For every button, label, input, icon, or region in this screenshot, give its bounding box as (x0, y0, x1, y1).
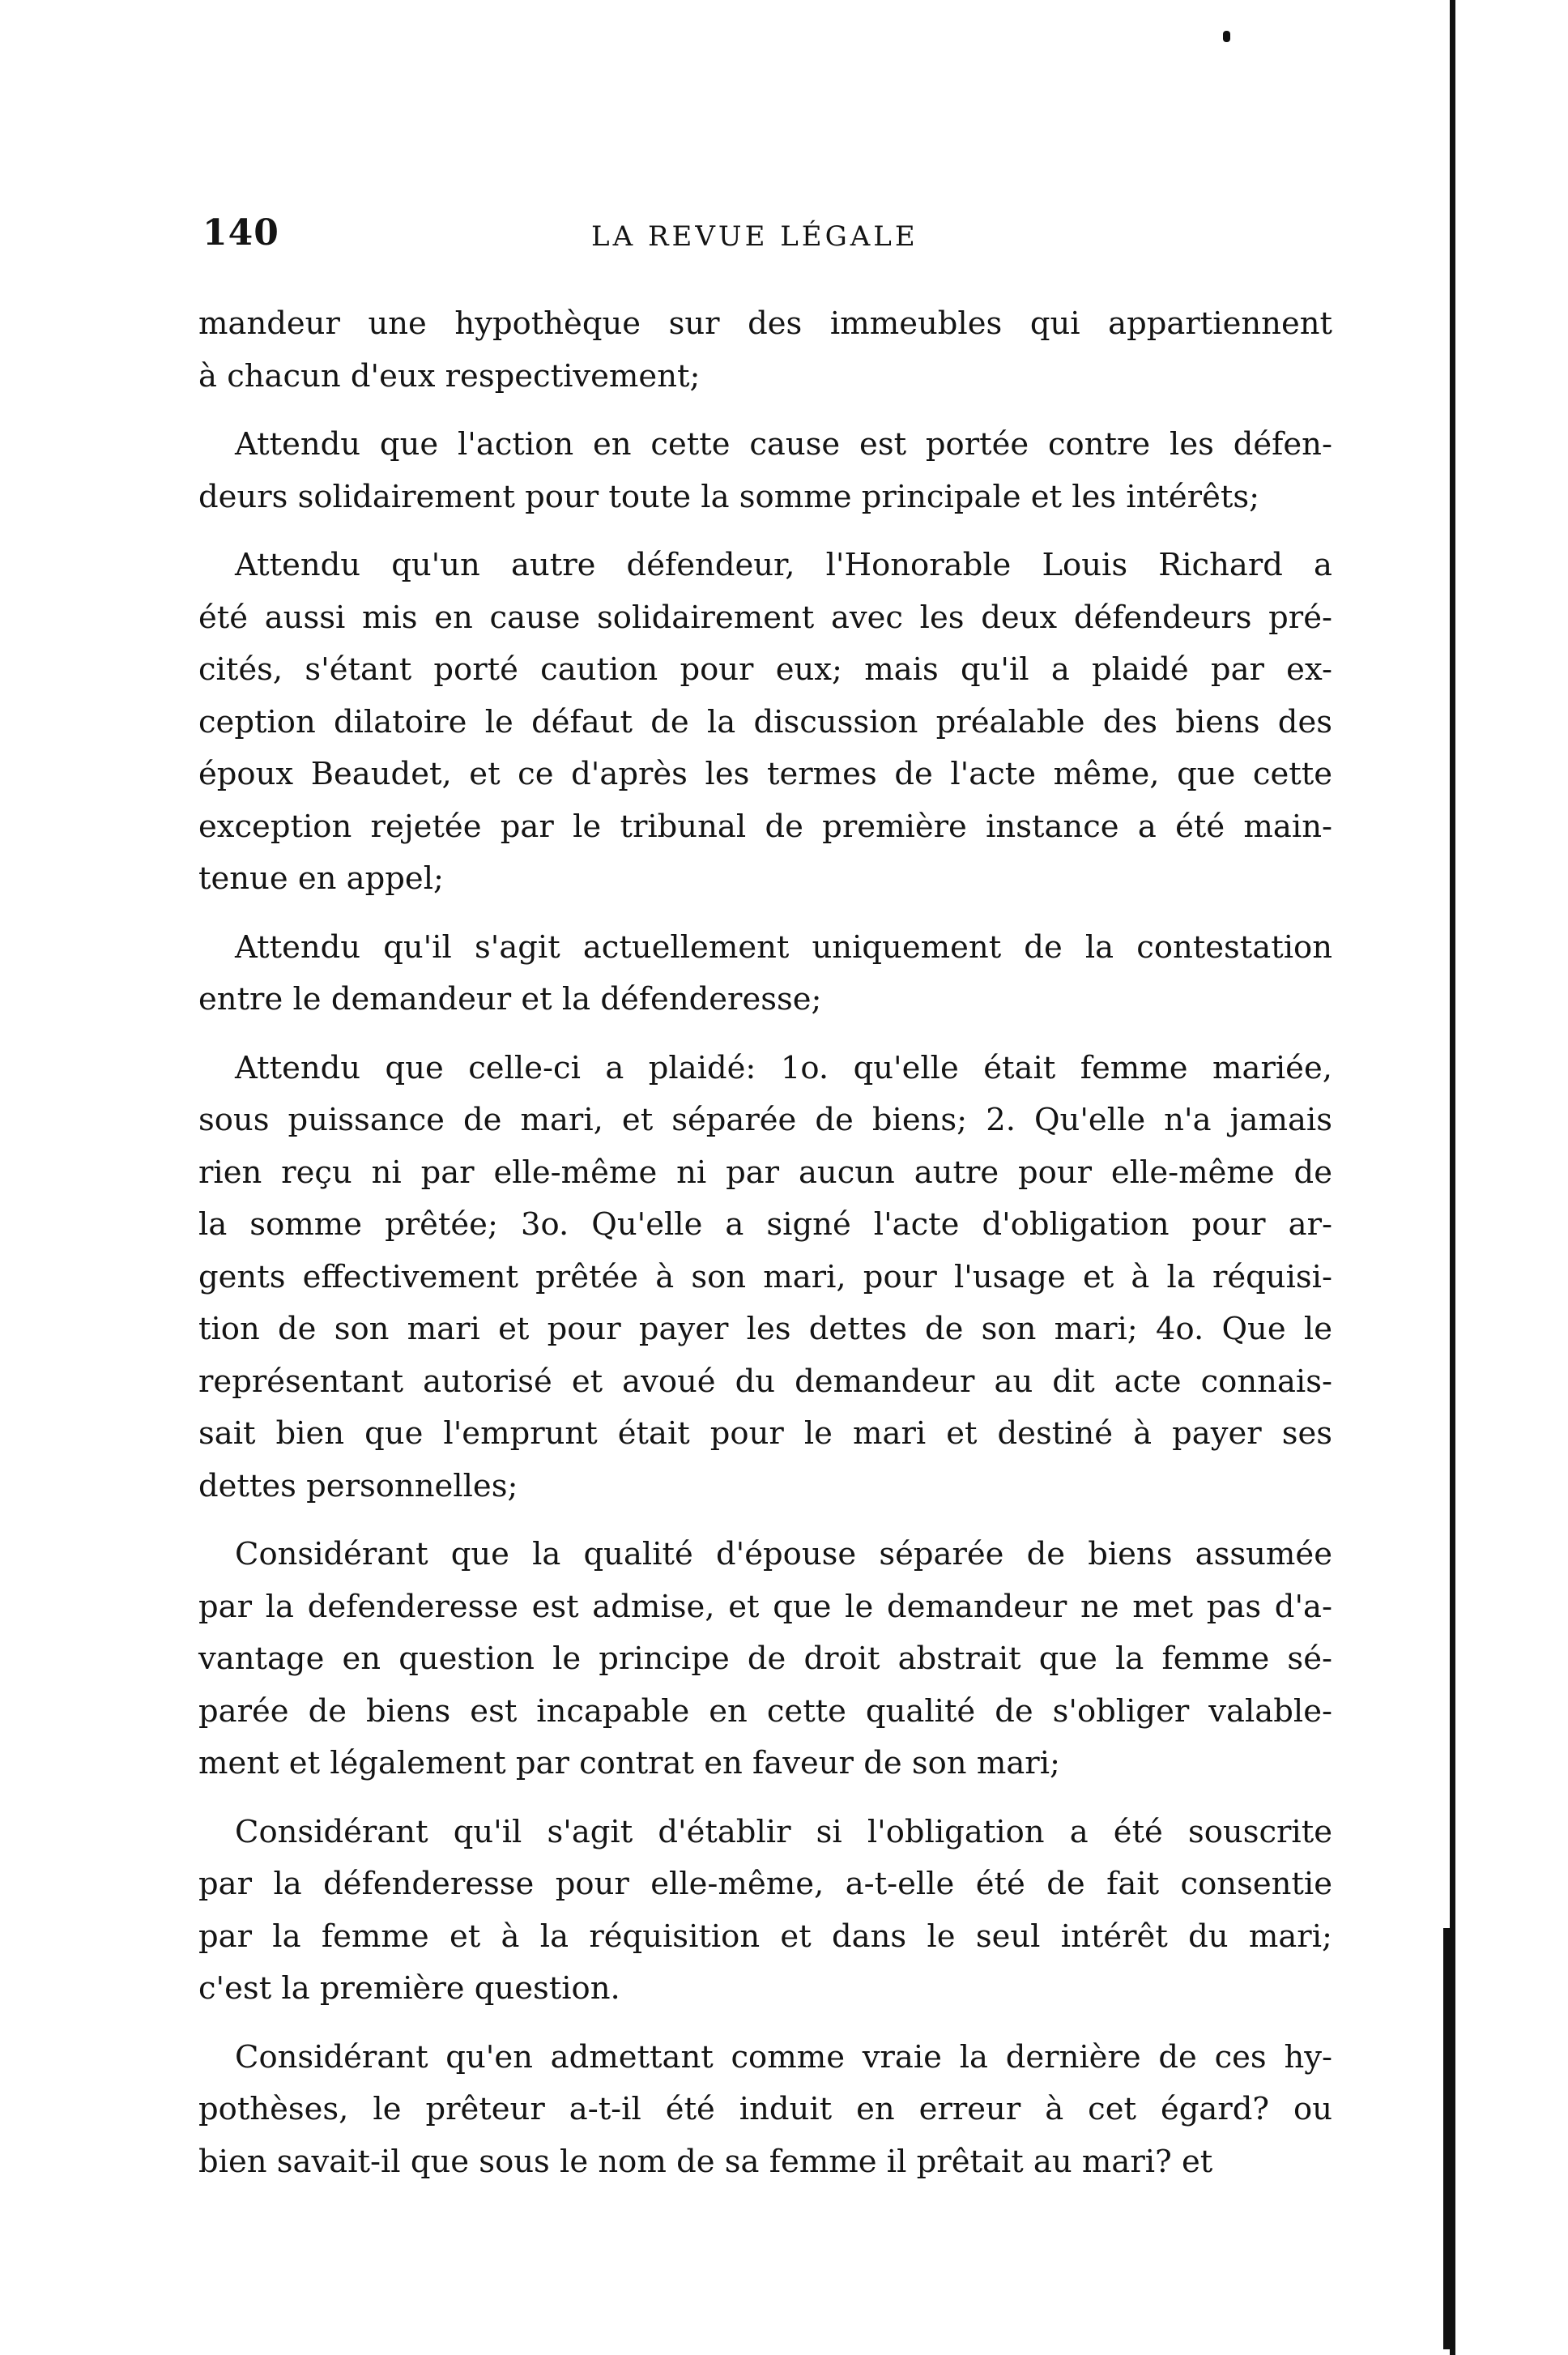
text-line: Considérant qu'en admettant comme vraie la dernière de ces hy- (235, 2038, 1332, 2076)
text-line: par la defenderesse est admise, et que le demandeur ne met pas d'a- (198, 1588, 1332, 1625)
text-line: par la défenderesse pour elle-même, a-t-elle été de fait consentie (198, 1866, 1332, 1902)
text-line: parée de biens est incapable en cette qualité de s'obliger valable- (198, 1692, 1332, 1730)
text-line: mandeur une hypothèque sur des immeubles qui appartiennent (198, 305, 1332, 342)
text-line: vantage en question le principe de droit abstrait que la femme sé- (198, 1640, 1332, 1677)
text-line: Considérant qu'il s'agit d'établir si l'obligation a été souscrite (235, 1813, 1332, 1850)
text-line: été aussi mis en cause solidairement avec les deux défendeurs pré- (198, 599, 1332, 636)
text-line: bien savait-il que sous le nom de sa femme il prêtait au mari? et (198, 2143, 1213, 2180)
paragraph-spacer (198, 1026, 1332, 1043)
text-line: tenue en appel; (198, 860, 444, 897)
paragraph-spacer (198, 1512, 1332, 1529)
text-line: rien reçu ni par elle-même ni par aucun autre pour elle-même de (198, 1154, 1332, 1191)
text-line: sous puissance de mari, et séparée de biens; 2. Qu'elle n'a jamais (198, 1102, 1332, 1138)
text-line: à chacun d'eux respectivement; (198, 357, 701, 395)
paragraph (198, 298, 1332, 403)
paragraph (198, 1807, 1332, 2016)
page-number: 140 (202, 212, 279, 254)
text-line: ment et légalement par contrat en faveur de son mari; (198, 1745, 1060, 1781)
journal-title: LA REVUE LÉGALE (591, 220, 918, 253)
paragraph-spacer (198, 1790, 1332, 1807)
paragraph (198, 922, 1332, 1026)
text-line: deurs solidairement pour toute la somme principale et les intérêts; (198, 478, 1260, 515)
paragraph (198, 419, 1332, 523)
paragraph-spacer (198, 523, 1332, 540)
text-line: Considérant que la qualité d'épouse séparée de biens assumée (235, 1536, 1332, 1572)
text-line: la somme prêtée; 3o. Qu'elle a signé l'acte d'obligation pour ar- (198, 1206, 1332, 1243)
text-line: cités, s'étant porté caution pour eux; mais qu'il a plaidé par ex- (198, 651, 1332, 688)
page-edge-shadow (1443, 1928, 1455, 2349)
text-line: Attendu qu'un autre défendeur, l'Honorable Louis Richard a (235, 547, 1332, 583)
paragraph-spacer (198, 403, 1332, 419)
text-line: Attendu que l'action en cette cause est portée contre les défen- (235, 426, 1332, 463)
text-line: sait bien que l'emprunt était pour le mari et destiné à payer ses (198, 1415, 1332, 1452)
text-line: représentant autorisé et avoué du demandeur au dit acte connais- (198, 1363, 1332, 1400)
text-line: ception dilatoire le défaut de la discussion préalable des biens des (198, 703, 1332, 740)
paragraph (198, 1043, 1332, 1513)
text-line: tion de son mari et pour payer les dettes de son mari; 4o. Que le (198, 1311, 1332, 1347)
paragraph-spacer (198, 2016, 1332, 2032)
running-head (202, 212, 1353, 261)
text-line: par la femme et à la réquisition et dans le seul intérêt du mari; (198, 1918, 1332, 1955)
text-line: époux Beaudet, et ce d'après les termes de l'acte même, que cette (198, 756, 1332, 792)
text-line: Attendu qu'il s'agit actuellement uniquement de la contestation (235, 928, 1332, 966)
paragraph (198, 540, 1332, 906)
body-text (198, 298, 1332, 2188)
ink-speck (1223, 31, 1230, 42)
text-line: Attendu que celle-ci a plaidé: 1o. qu'elle était femme mariée, (235, 1049, 1332, 1086)
paragraph (198, 1529, 1332, 1790)
text-line: dettes personnelles; (198, 1467, 518, 1504)
paragraph (198, 2032, 1332, 2189)
text-line: gents effectivement prêtée à son mari, pour l'usage et à la réquisi- (198, 1258, 1332, 1295)
paragraph-spacer (198, 906, 1332, 922)
text-line: exception rejetée par le tribunal de première instance a été main- (198, 808, 1332, 845)
text-line: pothèses, le prêteur a-t-il été induit en erreur à cet égard? ou (198, 2091, 1332, 2127)
text-line: c'est la première question. (198, 1970, 620, 2007)
text-line: entre le demandeur et la défenderesse; (198, 981, 822, 1018)
